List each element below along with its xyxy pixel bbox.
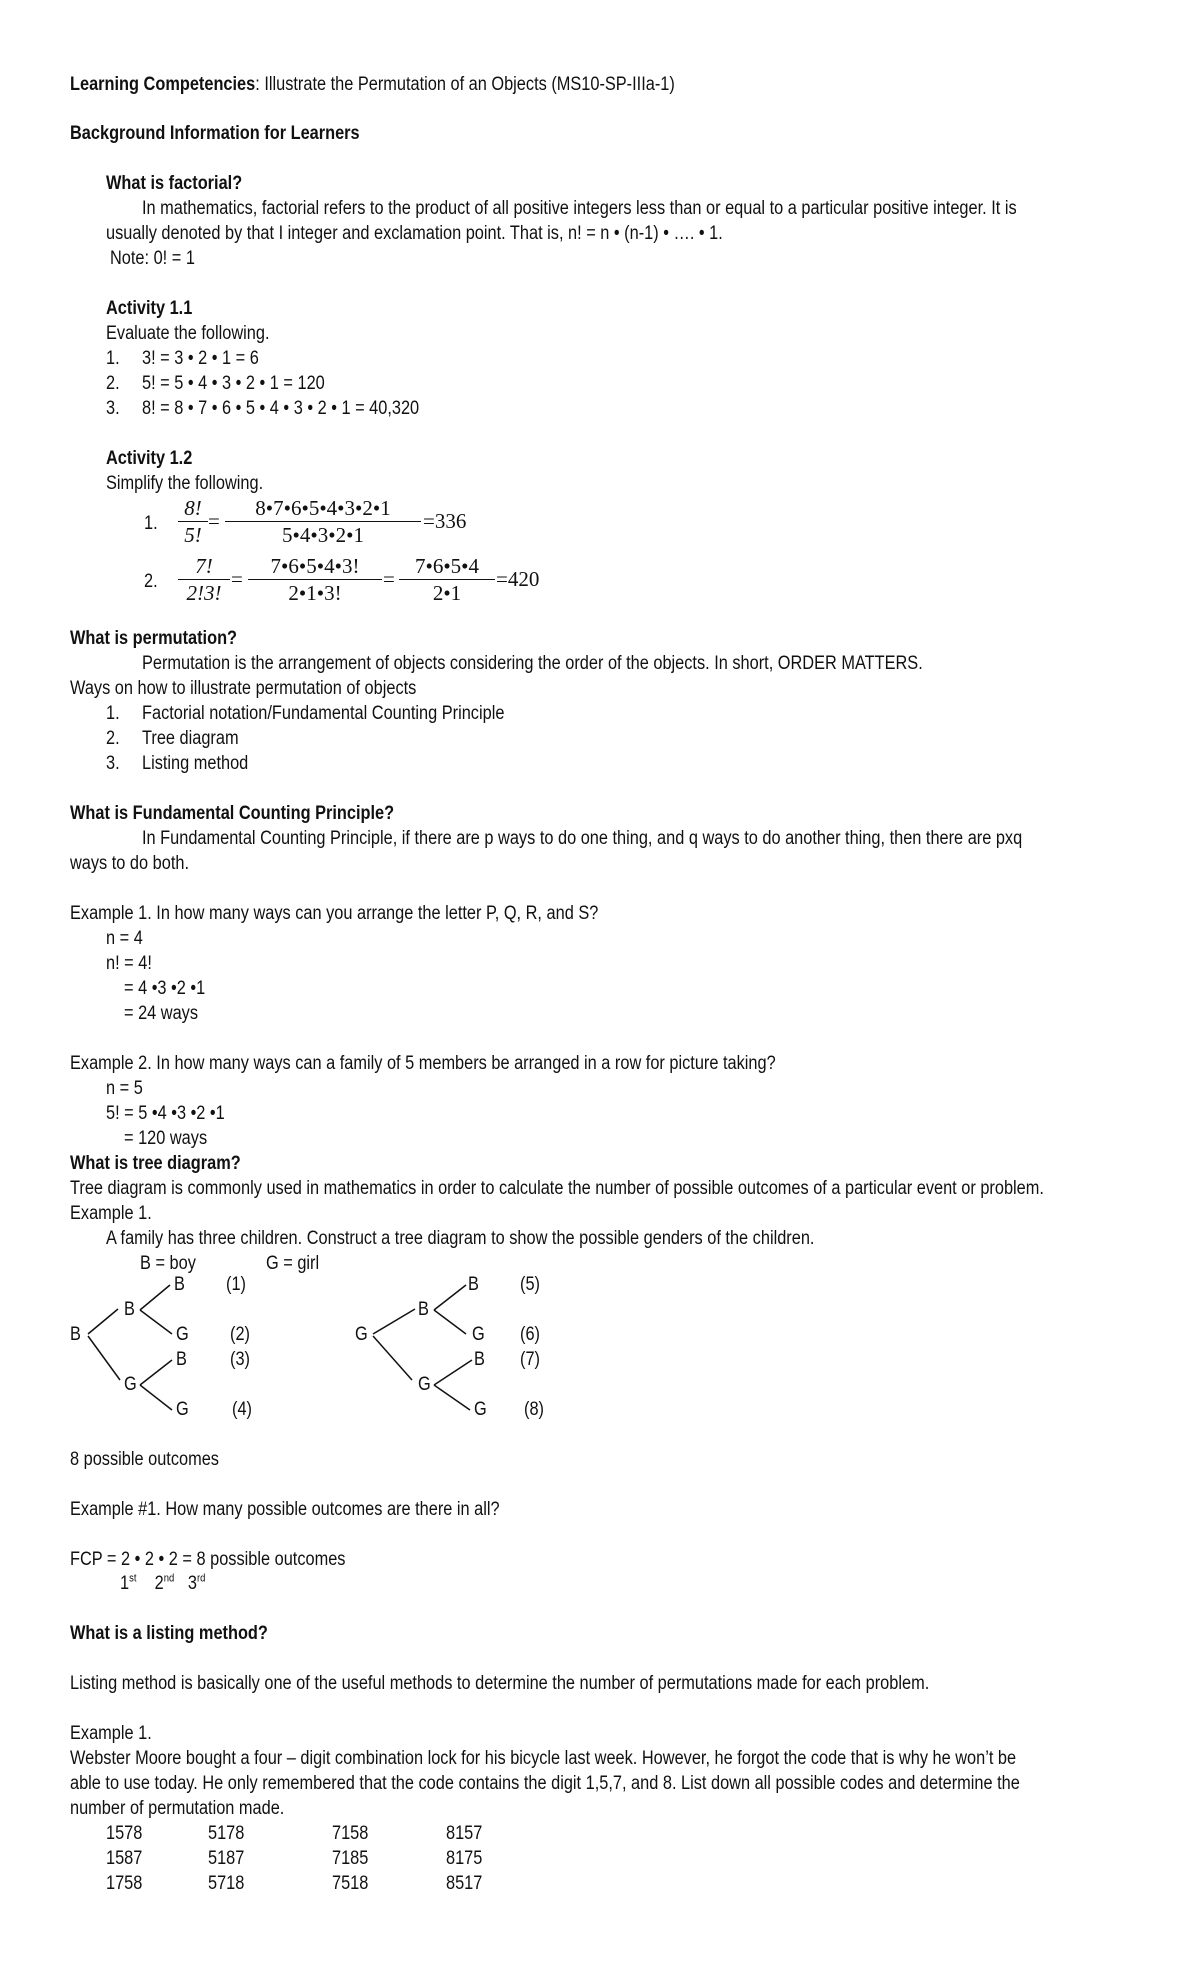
factorial-title: What is factorial?	[106, 173, 243, 194]
tree-leaf: B	[176, 1349, 187, 1370]
code-cell: 1758	[106, 1873, 143, 1894]
example2-question: Example 2. In how many ways can a family of 5 members be arranged in a row for picture taking?	[70, 1053, 776, 1074]
branch-line	[140, 1385, 172, 1410]
fcp-line: FCP = 2 • 2 • 2 = 8 possible outcomes	[70, 1549, 346, 1570]
tree-node: G	[124, 1374, 137, 1395]
numerator: 7•6•5•4•3!	[248, 553, 382, 580]
activity-1-2-item-number: 1.	[144, 513, 158, 534]
outcome-label: (5)	[520, 1274, 540, 1295]
code-cell: 7518	[332, 1873, 369, 1894]
equals-sign: =	[383, 567, 395, 591]
lc-label: Learning Competencies	[70, 74, 256, 95]
example2-line: = 120 ways	[124, 1128, 208, 1149]
listing-problem: Webster Moore bought a four – digit combination lock for his bicycle last week. However, he forgot the code that is why he won’t be	[70, 1748, 1017, 1769]
ways-item-number: 1.	[106, 703, 120, 724]
outcome-label: (1)	[226, 1274, 246, 1295]
example1-line: n = 4	[106, 928, 143, 949]
branch-line	[434, 1385, 470, 1410]
factorial-para1: In mathematics, factorial refers to the product of all positive integers less than or equal to a particular positive integer. It is	[142, 198, 1017, 219]
ordinal: 2	[154, 1573, 164, 1594]
ways-item: Listing method	[142, 753, 249, 774]
code-cell: 7185	[332, 1848, 369, 1869]
outcome-label: (8)	[524, 1399, 544, 1420]
activity-1-1-item-text: 5! = 5 • 4 • 3 • 2 • 1 = 120	[142, 373, 325, 394]
branch-line	[373, 1309, 415, 1334]
example1-line: n! = 4!	[106, 953, 152, 974]
tree-leaf: G	[176, 1324, 189, 1345]
activity-1-2-item-number: 2.	[144, 571, 158, 592]
result-value: 420	[507, 567, 540, 591]
tree-node: B	[418, 1299, 429, 1320]
tree-title: What is tree diagram?	[70, 1153, 241, 1174]
tree-leaf: G	[176, 1399, 189, 1420]
factorial-note: Note: 0! = 1	[110, 248, 195, 269]
branch-line	[373, 1336, 412, 1380]
activity-1-2-title: Activity 1.2	[106, 448, 193, 469]
background-title: Background Information for Learners	[70, 123, 360, 144]
legend-girl: G = girl	[266, 1253, 320, 1274]
denominator: 2•1	[432, 581, 462, 605]
tree-leaf: B	[474, 1349, 485, 1370]
fcp-para2: ways to do both.	[70, 853, 190, 874]
equals-sign: =	[496, 567, 508, 591]
tree-question: Example #1. How many possible outcomes are there in all?	[70, 1499, 500, 1520]
example2-line: n = 5	[106, 1078, 143, 1099]
code-cell: 8157	[446, 1823, 483, 1844]
activity-1-1-item-text: 3! = 3 • 2 • 1 = 6	[142, 348, 259, 369]
branch-line	[434, 1285, 466, 1310]
factorial-para2: usually denoted by that I integer and exclamation point. That is, n! = n • (n-1) • …. • 1.	[106, 223, 723, 244]
example2-line: 5! = 5 •4 •3 •2 •1	[106, 1103, 225, 1124]
ordinal-labels	[120, 1572, 205, 1596]
permutation-para: Permutation is the arrangement of objects considering the order of the objects. In short, ORDER MATTERS.	[142, 653, 923, 674]
listing-title: What is a listing method?	[70, 1623, 268, 1644]
code-cell: 5718	[208, 1873, 245, 1894]
code-cell: 5178	[208, 1823, 245, 1844]
outcome-label: (7)	[520, 1349, 540, 1370]
tree-node: G	[418, 1374, 431, 1395]
permutation-ways-intro: Ways on how to illustrate permutation of objects	[70, 678, 417, 699]
code-cell: 1587	[106, 1848, 143, 1869]
code-cell: 8175	[446, 1848, 483, 1869]
branch-line	[434, 1310, 466, 1334]
ordinal-suffix: nd	[163, 1572, 175, 1585]
code-cell: 8517	[446, 1873, 483, 1894]
branch-line	[140, 1285, 170, 1310]
item-number: 3.	[106, 398, 120, 419]
code-cell: 7158	[332, 1823, 369, 1844]
fcp-para1: In Fundamental Counting Principle, if there are p ways to do one thing, and q ways to do another thing, then there are pxq	[142, 828, 1023, 849]
branch-line	[434, 1360, 472, 1385]
example1-line: = 4 •3 •2 •1	[124, 978, 206, 999]
listing-para: Listing method is basically one of the useful methods to determine the number of permutations made for each problem.	[70, 1673, 930, 1694]
activity-1-1-instruction: Evaluate the following.	[106, 323, 270, 344]
numerator: 7•6•5•4	[399, 553, 495, 580]
listing-example-label: Example 1.	[70, 1723, 152, 1744]
numerator: 8!	[178, 495, 208, 522]
result-value: 336	[434, 509, 467, 533]
ordinal: 3	[187, 1573, 197, 1594]
activity-1-1-title: Activity 1.1	[106, 298, 193, 319]
branch-line	[88, 1309, 118, 1334]
ordinal-suffix: rd	[196, 1572, 206, 1585]
code-cell: 1578	[106, 1823, 143, 1844]
lc-text: : Illustrate the Permutation of an Objects (MS10-SP-IIIa-1)	[255, 74, 675, 95]
tree-node: B	[124, 1299, 135, 1320]
activity-1-2-instruction: Simplify the following.	[106, 473, 264, 494]
example1-line: = 24 ways	[124, 1003, 199, 1024]
denominator: 5!	[184, 523, 202, 547]
equals-sign: =	[231, 567, 243, 591]
item-number: 1.	[106, 348, 120, 369]
listing-problem: able to use today. He only remembered that the code contains the digit 1,5,7, and 8. List down all possible codes and determine the	[70, 1773, 1020, 1794]
legend-boy: B = boy	[140, 1253, 196, 1274]
ordinal-suffix: st	[129, 1572, 137, 1585]
tree-leaf: B	[468, 1274, 479, 1295]
tree-leaf: G	[472, 1324, 485, 1345]
example1-question: Example 1. In how many ways can you arrange the letter P, Q, R, and S?	[70, 903, 599, 924]
ways-item: Tree diagram	[142, 728, 239, 749]
numerator: 7!	[178, 553, 230, 580]
permutation-title: What is permutation?	[70, 628, 238, 649]
denominator: 5•4•3•2•1	[282, 523, 364, 547]
outcome-label: (2)	[230, 1324, 250, 1345]
fcp-title: What is Fundamental Counting Principle?	[70, 803, 395, 824]
branch-line	[140, 1310, 172, 1334]
ways-item-number: 3.	[106, 753, 120, 774]
outcome-label: (4)	[232, 1399, 252, 1420]
equals-sign: =	[208, 509, 220, 533]
outcome-label: (3)	[230, 1349, 250, 1370]
tree-para: Tree diagram is commonly used in mathematics in order to calculate the number of possible outcomes of a particular event or problem.	[70, 1178, 1044, 1199]
tree-example-label: Example 1.	[70, 1203, 152, 1224]
branch-line	[140, 1360, 172, 1385]
ordinal: 1	[120, 1573, 130, 1594]
tree-leaf: B	[174, 1274, 185, 1295]
outcome-label: (6)	[520, 1324, 540, 1345]
ways-item: Factorial notation/Fundamental Counting Principle	[142, 703, 505, 724]
tree-leaf: G	[474, 1399, 487, 1420]
tree-node-root: G	[355, 1324, 368, 1345]
denominator: 2!3!	[186, 581, 222, 605]
numerator: 8•7•6•5•4•3•2•1	[225, 495, 421, 522]
activity-1-1-item-text: 8! = 8 • 7 • 6 • 5 • 4 • 3 • 2 • 1 = 40,320	[142, 398, 420, 419]
item-number: 2.	[106, 373, 120, 394]
ways-item-number: 2.	[106, 728, 120, 749]
listing-problem: number of permutation made.	[70, 1798, 285, 1819]
tree-node-root: B	[70, 1324, 81, 1345]
tree-outcomes: 8 possible outcomes	[70, 1449, 219, 1470]
tree-problem: A family has three children. Construct a tree diagram to show the possible genders of the children.	[106, 1228, 815, 1249]
denominator: 2•1•3!	[288, 581, 342, 605]
branch-line	[88, 1336, 120, 1380]
equals-sign: =	[423, 509, 435, 533]
code-cell: 5187	[208, 1848, 245, 1869]
